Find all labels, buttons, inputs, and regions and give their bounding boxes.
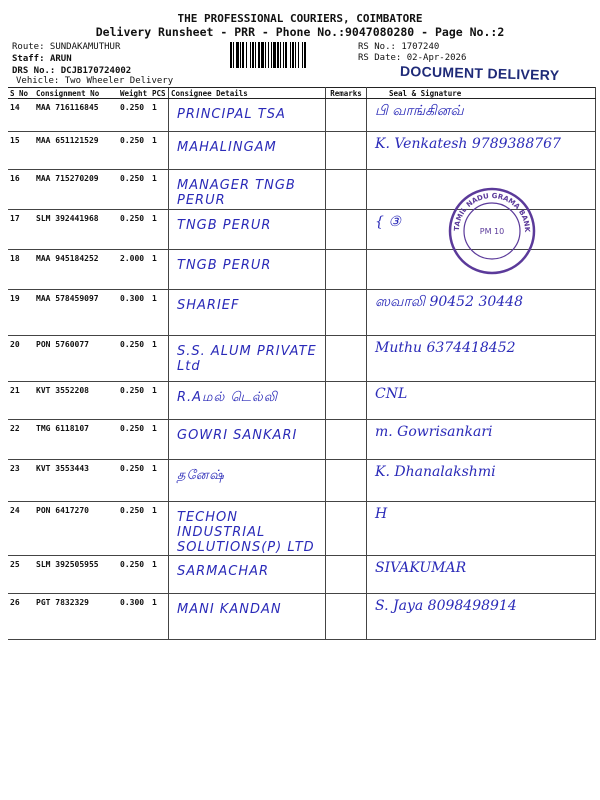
row-consignee (169, 336, 326, 382)
bank-seal (447, 186, 537, 276)
barcode-bar (304, 42, 306, 68)
row-consignee-text: SARMACHAR (177, 564, 270, 579)
row-signature-text: Muthu 6374418452 (375, 340, 516, 356)
row-sno (8, 210, 34, 250)
row-consignment-text: SLM 392505955 (36, 560, 99, 569)
row-pcs (150, 556, 169, 594)
row-remarks (326, 594, 367, 640)
row-consignment (34, 382, 118, 420)
row-sno-text: 25 (10, 560, 20, 569)
row-weight-text: 0.250 (120, 424, 145, 433)
row-sno (8, 170, 34, 210)
barcode-bar (250, 42, 251, 68)
row-signature-text: பி வாங்கினவ் (375, 103, 464, 119)
row-consignee (169, 556, 326, 594)
row-consignment (34, 170, 118, 210)
row-weight (118, 502, 150, 556)
table-row (8, 99, 596, 132)
col-remarks: Remarks (326, 88, 367, 99)
row-pcs-text: 1 (152, 294, 157, 303)
col-signature: Seal & Signature (367, 88, 596, 99)
barcode-bar (255, 42, 256, 68)
row-pcs-text: 1 (152, 464, 157, 473)
row-sno-text: 14 (10, 103, 20, 112)
row-consignment-text: PGT 7832329 (36, 598, 89, 607)
row-sno (8, 594, 34, 640)
table-row (8, 594, 596, 640)
col-consignee: Consignee Details (169, 88, 326, 99)
row-sno (8, 420, 34, 460)
row-pcs-text: 1 (152, 136, 157, 145)
row-pcs (150, 460, 169, 502)
row-weight (118, 420, 150, 460)
row-weight (118, 210, 150, 250)
col-sno: S No (8, 88, 34, 99)
row-remarks (326, 502, 367, 556)
row-weight-text: 0.250 (120, 464, 145, 473)
row-consignment (34, 132, 118, 170)
row-consignment-text: KVT 3553443 (36, 464, 89, 473)
row-pcs-text: 1 (152, 424, 157, 433)
staff-name: ARUN (49, 54, 72, 64)
table-row (8, 460, 596, 502)
row-consignment (34, 336, 118, 382)
barcode (228, 41, 356, 69)
row-consignment (34, 99, 118, 132)
barcode-bar (302, 42, 303, 68)
row-remarks (326, 336, 367, 382)
row-consignment (34, 502, 118, 556)
row-weight-text: 0.250 (120, 136, 145, 145)
row-weight (118, 170, 150, 210)
row-weight (118, 556, 150, 594)
barcode-bar (233, 42, 234, 68)
route-label: Route: SUNDAKAMUTHUR (12, 42, 121, 52)
row-sno-text: 18 (10, 254, 20, 263)
row-weight (118, 132, 150, 170)
row-signature-text: { ③ (375, 214, 401, 230)
row-sno (8, 502, 34, 556)
barcode-bar (268, 42, 269, 68)
row-consignee-text: தனேஷ் (177, 468, 225, 483)
row-sno (8, 290, 34, 336)
row-signature-text: SIVAKUMAR (375, 560, 467, 576)
row-consignee (169, 132, 326, 170)
staff-label: Staff: (12, 54, 50, 64)
row-consignment-text: TMG 6118107 (36, 424, 89, 433)
barcode-bar (285, 42, 287, 68)
row-weight-text: 0.250 (120, 560, 145, 569)
row-consignment (34, 460, 118, 502)
row-pcs-text: 1 (152, 174, 157, 183)
row-sno-text: 19 (10, 294, 20, 303)
row-pcs-text: 1 (152, 254, 157, 263)
table-row (8, 132, 596, 170)
row-consignee (169, 382, 326, 420)
barcode-bar (246, 42, 247, 68)
company-title: THE PROFESSIONAL COURIERS, COIMBATORE (177, 12, 423, 25)
row-consignee (169, 250, 326, 290)
row-pcs (150, 290, 169, 336)
row-remarks (326, 290, 367, 336)
runsheet-table (8, 87, 596, 640)
row-pcs-text: 1 (152, 506, 157, 515)
row-weight-text: 2.000 (120, 254, 145, 263)
row-consignee (169, 170, 326, 210)
row-signature-text: ஸவாலி 90452 30448 (375, 294, 523, 310)
row-consignment (34, 250, 118, 290)
row-remarks (326, 210, 367, 250)
row-weight (118, 460, 150, 502)
row-remarks (326, 460, 367, 502)
table-row (8, 336, 596, 382)
row-signature-text: H (375, 506, 388, 522)
row-consignee-text: TNGB PERUR (177, 258, 272, 273)
col-pcs: PCS (150, 88, 169, 99)
row-consignment-text: MAA 716116845 (36, 103, 99, 112)
row-pcs (150, 99, 169, 132)
row-signature-text: S. Jaya 8098498914 (375, 598, 517, 614)
row-weight (118, 290, 150, 336)
table-row (8, 556, 596, 594)
row-consignee-text: SHARIEF (177, 298, 240, 313)
row-signature (367, 382, 596, 420)
row-remarks (326, 420, 367, 460)
row-weight (118, 336, 150, 382)
row-sno-text: 15 (10, 136, 20, 145)
row-consignee (169, 99, 326, 132)
row-pcs (150, 132, 169, 170)
row-consignment-text: SLM 392441968 (36, 214, 99, 223)
row-remarks (326, 382, 367, 420)
row-pcs-text: 1 (152, 598, 157, 607)
vehicle-label: Vehicle: Two Wheeler Delivery (16, 76, 174, 86)
row-sno-text: 23 (10, 464, 20, 473)
bank-seal-center: PM 10 (479, 227, 505, 236)
row-pcs (150, 502, 169, 556)
row-weight (118, 250, 150, 290)
row-sno (8, 250, 34, 290)
table-row (8, 420, 596, 460)
row-pcs (150, 420, 169, 460)
row-remarks (326, 170, 367, 210)
row-consignee-text: MANI KANDAN (177, 602, 282, 617)
row-pcs (150, 382, 169, 420)
col-weight: Weight (118, 88, 150, 99)
row-weight (118, 382, 150, 420)
row-sno-text: 17 (10, 214, 20, 223)
row-remarks (326, 556, 367, 594)
barcode-bar (236, 42, 239, 68)
row-signature (367, 556, 596, 594)
barcode-bar (230, 42, 232, 68)
table-row (8, 290, 596, 336)
row-sno (8, 336, 34, 382)
row-consignee (169, 594, 326, 640)
row-consignment-text: MAA 651121529 (36, 136, 99, 145)
row-sno (8, 556, 34, 594)
row-weight (118, 99, 150, 132)
col-consignment: Consignment No (34, 88, 118, 99)
row-sno-text: 24 (10, 506, 20, 515)
row-consignment-text: MAA 715270209 (36, 174, 99, 183)
row-signature-text: CNL (375, 386, 408, 402)
row-weight-text: 0.250 (120, 386, 145, 395)
barcode-bar (290, 42, 291, 68)
row-consignee (169, 460, 326, 502)
row-pcs (150, 336, 169, 382)
row-consignment (34, 556, 118, 594)
row-weight-text: 0.250 (120, 340, 145, 349)
row-consignee-text: GOWRI SANKARI (177, 428, 298, 443)
row-consignment-text: PON 5760077 (36, 340, 89, 349)
row-consignment (34, 210, 118, 250)
row-signature (367, 132, 596, 170)
row-pcs-text: 1 (152, 214, 157, 223)
row-pcs-text: 1 (152, 340, 157, 349)
row-signature (367, 420, 596, 460)
row-consignment-text: MAA 578459097 (36, 294, 99, 303)
row-sno-text: 16 (10, 174, 20, 183)
row-consignment (34, 290, 118, 336)
row-sno-text: 21 (10, 386, 20, 395)
row-signature-text: K. Venkatesh 9789388767 (375, 136, 561, 152)
row-remarks (326, 132, 367, 170)
row-sno (8, 460, 34, 502)
table-header-row (8, 88, 596, 99)
row-consignment-text: MAA 945184252 (36, 254, 99, 263)
row-consignee-text: R.Aமல் டெல்லி (177, 390, 278, 405)
row-consignee (169, 502, 326, 556)
row-pcs-text: 1 (152, 103, 157, 112)
document-delivery-stamp: DOCUMENT DELIVERY (399, 62, 560, 84)
row-sno (8, 99, 34, 132)
row-consignee-text: S.S. ALUM PRIVATE Ltd (177, 344, 317, 374)
row-pcs (150, 594, 169, 640)
row-weight-text: 0.250 (120, 103, 145, 112)
barcode-bar (258, 42, 260, 68)
row-weight-text: 0.300 (120, 598, 145, 607)
row-pcs-text: 1 (152, 386, 157, 395)
row-consignee-text: MANAGER TNGB PERUR (177, 178, 296, 208)
row-sno-text: 20 (10, 340, 20, 349)
row-signature-text: K. Dhanalakshmi (375, 464, 496, 480)
row-pcs-text: 1 (152, 560, 157, 569)
row-consignment-text: PON 6417270 (36, 506, 89, 515)
barcode-bar (283, 42, 284, 68)
staff-line (12, 54, 72, 64)
row-consignee-text: TECHON INDUSTRIAL SOLUTIONS(P) LTD (177, 510, 315, 555)
row-consignment-text: KVT 3552208 (36, 386, 89, 395)
row-signature (367, 502, 596, 556)
barcode-bar (292, 42, 294, 68)
rs-number: RS No.: 1707240 (358, 42, 440, 52)
barcode-bar (265, 42, 266, 68)
row-consignee-text: PRINCIPAL TSA (177, 107, 286, 122)
table-row (8, 382, 596, 420)
runsheet-subtitle: Delivery Runsheet - PRR - Phone No.:9047080280 - Page No.:2 (95, 25, 505, 39)
row-consignee (169, 210, 326, 250)
row-consignee-text: TNGB PERUR (177, 218, 272, 233)
barcode-bar (273, 42, 276, 68)
row-consignee (169, 420, 326, 460)
row-weight (118, 594, 150, 640)
row-signature (367, 99, 596, 132)
barcode-bar (252, 42, 254, 68)
rs-date: RS Date: 02-Apr-2026 (358, 53, 467, 63)
row-weight-text: 0.250 (120, 214, 145, 223)
barcode-bar (240, 42, 241, 68)
row-weight-text: 0.300 (120, 294, 145, 303)
row-pcs (150, 250, 169, 290)
row-remarks (326, 250, 367, 290)
row-sno (8, 382, 34, 420)
barcode-bar (298, 42, 299, 68)
row-consignee-text: MAHALINGAM (177, 140, 277, 155)
row-weight-text: 0.250 (120, 506, 145, 515)
row-sno-text: 26 (10, 598, 20, 607)
barcode-bar (261, 42, 264, 68)
barcode-bar (295, 42, 296, 68)
row-signature (367, 460, 596, 502)
table-row (8, 502, 596, 556)
barcode-bar (271, 42, 272, 68)
row-consignment (34, 420, 118, 460)
barcode-bar (280, 42, 281, 68)
row-signature-text: m. Gowrisankari (375, 424, 493, 440)
row-pcs (150, 210, 169, 250)
row-remarks (326, 99, 367, 132)
barcode-bar (242, 42, 244, 68)
row-signature (367, 290, 596, 336)
row-weight-text: 0.250 (120, 174, 145, 183)
bank-seal-text: TAMIL NADU GRAMA BANK (452, 191, 532, 233)
row-signature (367, 594, 596, 640)
row-consignment (34, 594, 118, 640)
barcode-bar (277, 42, 279, 68)
row-consignee (169, 290, 326, 336)
row-sno (8, 132, 34, 170)
row-signature (367, 336, 596, 382)
drs-number: DRS No.: DCJB170724002 (12, 66, 132, 76)
row-sno-text: 22 (10, 424, 20, 433)
row-pcs (150, 170, 169, 210)
